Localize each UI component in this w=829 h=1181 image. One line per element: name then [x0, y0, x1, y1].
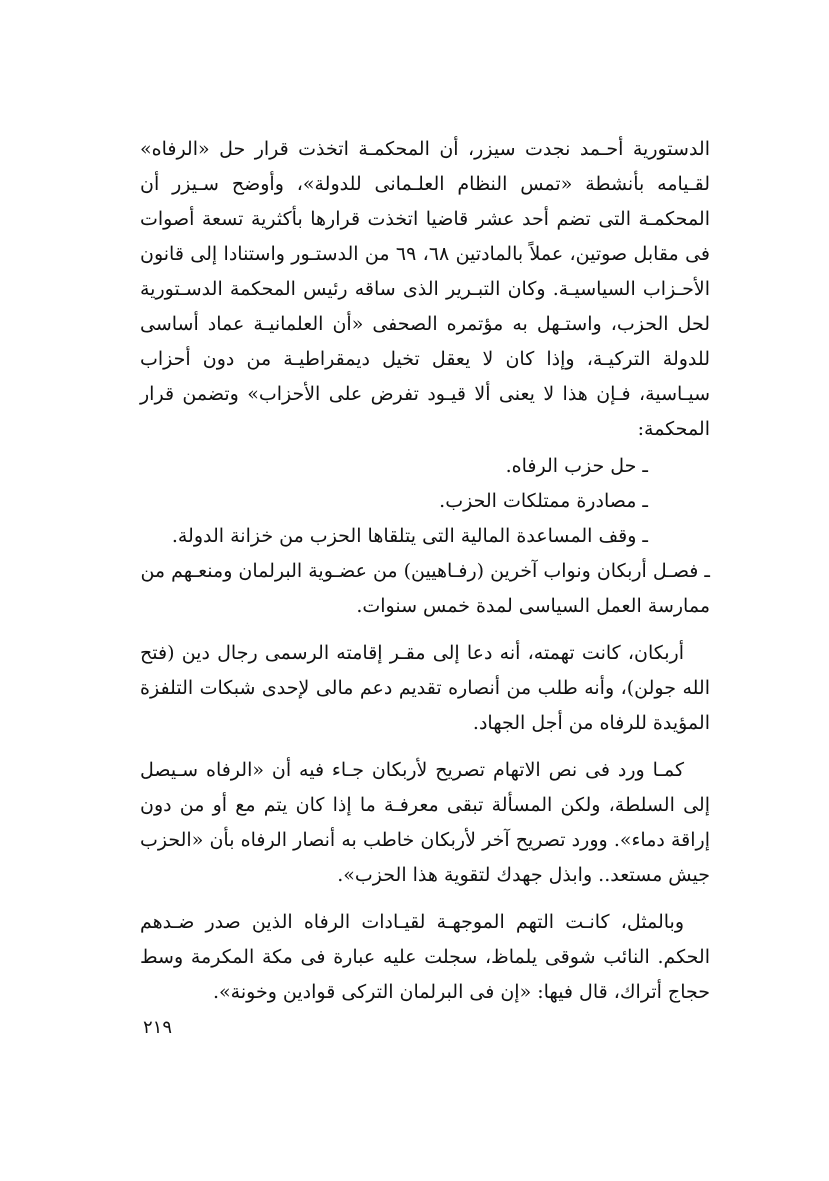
page-number: ٢١٩ — [143, 1017, 173, 1038]
paragraph-party-leaders: وبالمثل، كانـت التهم الموجهـة لقيـادات الرفاه الذين صدر ضـدهم الحكم. النائب شوقى يلماظ، سجلت عليه عبارة فى مكة المكرمة وسط حجاج أتراك، قال فيها: «إن فى البرلمان التركى قوادين وخونة». — [140, 911, 710, 1003]
list-item: ـ وقف المساعدة المالية التى يتلقاها الحزب من خزانة الدولة. — [171, 525, 648, 547]
body-text — [140, 132, 710, 1010]
list-item: ـ حل حزب الرفاه. — [505, 455, 648, 477]
paragraph-indictment-statements: كمـا ورد فى نص الاتهام تصريح لأربكان جـاء فيه أن «الرفاه سـيصل إلى السلطة، ولكن المسألة تبقى معرفـة ما إذا كان يتم مع أو من دون إراقة دماء». وورد تصريح آخر لأربكان خاطب به أنصار الرفاه بأن «الحزب جيش مستعد.. وابذل جهدك لتقوية هذا الحزب». — [140, 759, 710, 886]
list-item: ـ مصادرة ممتلكات الحزب. — [439, 490, 648, 512]
paragraph-court-ruling: الدستورية أحـمد نجدت سيزر، أن المحكمـة اتخذت قرار حل «الرفاه» لقـيامه بأنشطة «تمس النظام العلـمانى للدولة»، وأوضح سـيزر أن المحكمـة التى تضم أحد عشر قاضيا اتخذت قرارها بأكثرية تسعة أصوات فى مقابل صوتين، عملاً بالمادتين ٦٨، ٦٩ من الدستـور واستنادا إلى قانون الأحـزاب السياسيـة. وكان التبـرير الذى ساقه رئيس المحكمة الدسـتورية لحل الحزب، واستـهل به مؤتمره الصحفى «أن العلمانيـة عماد أساسى للدولة التركيـة، وإذا كان لا يعقل تخيل ديمقراطيـة من دون أحزاب سيـاسية، فـإن هذا لا يعنى ألا قيـود تفرض على الأحزاب» وتضمن قرار المحكمة: — [140, 138, 711, 440]
paragraph-erbakan-charge: أربكان، كانت تهمته، أنه دعا إلى مقـر إقامته الرسمى رجال دين (فتح الله جولن)، وأنه طلب من أنصاره تقديم دعم مالى لإحدى شبكات التلفزة المؤيدة للرفاه من أجل الجهاد. — [140, 642, 710, 734]
list-item: ـ فصـل أربكان ونواب آخرين (رفـاهيين) من عضـوية البرلمان ومنعـهم من ممارسة العمل السياسى لمدة خمس سنوات. — [140, 560, 710, 617]
